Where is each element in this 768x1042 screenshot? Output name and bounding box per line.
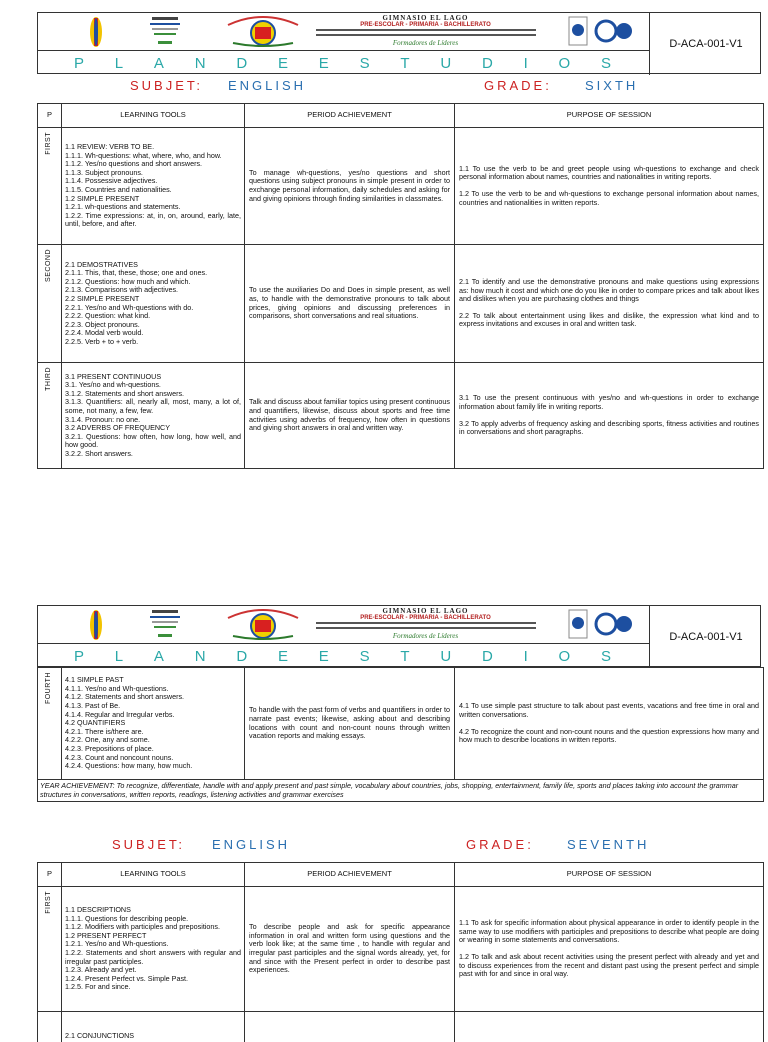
col-purpose: PURPOSE OF SESSION [455,104,764,128]
tools-cell: 1.1 REVIEW: VERB TO BE. 1.1.1. Wh-questions: what, where, who, and how. 1.1.2. Yes/no questions and short answers. 1.1.3. Subject pronouns. 1.1.4. Possessive adjectives. 1.1.5. Countries and nationalities. 1.2 SIMPLE PRESENT 1.2.1. wh-questions and statements. 1.2.2. Time expressions: at, in, on, around, early, late, until, before, and after. [62,128,245,245]
school-name: GIMNASIO EL LAGO [382,607,469,615]
achievement-cell: To describe people and ask for specific appearance information in oral and written form using questions and the verb look like; at the same time , to handle with regular and irregular past participles and the signal words already, yet, for and since with the Present perfect in order to describe past experiences. [245,887,455,1012]
purpose-cell: 4.1 To use simple past structure to talk about past events, vacations and free time in oral and written conversations. 4.2 To recognize the count and non-count nouns and the question expressions how many and how much to describe locations in written reports. [455,668,764,780]
plan-letter: D [236,54,250,72]
subject-value: ENGLISH [212,837,291,852]
school-motto: Formadores de Líderes [392,39,459,47]
school-name: GIMNASIO EL LAGO [382,14,469,22]
plan-letter: I [523,54,530,72]
school-motto: Formadores de Líderes [392,632,459,640]
tools-cell: 4.1 SIMPLE PAST 4.1.1. Yes/no and Wh-questions. 4.1.2. Statements and short answers. 4.1.3. Past of Be. 4.1.4. Regular and Irregular verbs. 4.2 QUANTIFIERS 4.2.1. There is/there are. 4.2.2. One, any and some. 4.2.3. Prepositions of place. 4.2.3. Count and noncount nouns. 4.2.4. Questions: how many, how much. [62,668,245,780]
school-address-lines [283,621,568,632]
quality-seal-icon [594,16,634,46]
plan-letter: A [153,647,166,665]
plan-de-estudios-title [38,51,650,75]
grade-value: SEVENTH [567,837,650,852]
col-purpose: PURPOSE OF SESSION [455,863,764,887]
period-cell: SECOND [38,245,62,363]
table-header-row [38,863,764,887]
certification-logo-icon [568,609,588,639]
school-heading [283,14,568,50]
address-text-icon [316,621,536,631]
school-emblem-icon [86,608,114,642]
plan-letter: S [359,54,372,72]
purpose-cell: 1.1 To ask for specific information about physical appearance in order to identify people in the same way to use modifiers with participles and prepositions to describe what people are doing or wearing in some statements and conversations. 1.2 To talk and ask about recent activities using the present perfect with already and yet and to discuss experiences from the recent and distant past using the present perfect and simple past with for and since in oral way. [455,887,764,1012]
table-header-row [38,104,764,128]
purpose-cell [455,1012,764,1042]
purpose-cell: 3.1 To use the present continuous with yes/no and wh-questions in order to exchange information about family life in writing reports. 3.2 To apply adverbs of frequency asking and describing sports, fitness activities and routines in conversations and short paragraphs. [455,363,764,469]
plan-letter: E [277,54,290,72]
plan-letter: D [481,647,495,665]
subject-label: SUBJET: [112,837,186,852]
plan-letter: L [114,647,126,665]
plan-letter: E [277,647,290,665]
col-tools: LEARNING TOOLS [62,104,245,128]
grade-value: SIXTH [585,78,639,93]
plan-letter: D [481,54,495,72]
tools-cell: 2.1 CONJUNCTIONS [62,1012,245,1042]
plan-letter: S [359,647,372,665]
achievement-cell: To manage wh-questions, yes/no questions and short questions using subject pronouns in simple present in order to exchange personal information, daily schedules and asking for and giving opinions through finding similarities in classmates. [245,128,455,245]
lake-school-logo-icon [148,609,182,641]
school-emblem-icon [86,15,114,49]
plan-letter: P [74,54,87,72]
col-achievement: PERIOD ACHIEVEMENT [245,863,455,887]
plan-letter: A [153,54,166,72]
year-achievement-row [38,780,764,802]
lake-school-logo-icon [148,16,182,48]
plan-letter: D [236,647,250,665]
year-achievement: YEAR ACHIEVEMENT: To recognize, differentiate, handle with and apply present and past simple, vocabulary about countries, jobs, shopping, entertainment, family life, sports and places taking into account the grammar structures in conversations, written reports, readings, listening activities and grammar exercises [38,780,764,802]
plan-letter: S [600,54,613,72]
plan-de-estudios-title [38,644,650,668]
table-row [38,363,764,469]
header-logos [38,13,650,51]
plan-letter: U [440,54,454,72]
plan-letter: N [194,54,208,72]
document-header [37,12,761,74]
achievement-cell: To handle with the past form of verbs and quantifiers in order to narrate past events; likewise, asking about and describing locations with count and non-count nouns through written vacation reports and making essays. [245,668,455,780]
period-cell: THIRD [38,363,62,469]
seventh-grade-plan-table [37,862,764,1042]
certification-logo-icon [568,16,588,46]
document-header [37,605,761,667]
plan-letter: T [400,647,412,665]
grade-label: GRADE: [484,78,552,93]
plan-letter: E [318,54,331,72]
period-cell [38,1012,62,1042]
plan-letter: S [600,647,613,665]
table-row [38,887,764,1012]
plan-letter: U [440,647,454,665]
school-levels: PRE-ESCOLAR - PRIMARIA - BACHILLERATO [360,615,491,621]
period-cell: FOURTH [38,668,62,780]
tools-cell: 1.1 DESCRIPTIONS 1.1.1. Questions for describing people. 1.1.2. Modifiers with participles and prepositions. 1.2 PRESENT PERFECT 1.2.1. Yes/no and Wh-questions. 1.2.2. Statements and short answers with regular and irregular past participles. 1.2.3. Already and yet. 1.2.4. Present Perfect vs. Simple Past. 1.2.5. For and since. [62,887,245,1012]
document-code: D-ACA-001-V1 [669,37,743,50]
school-heading [283,607,568,643]
table-row [38,668,764,780]
col-tools: LEARNING TOOLS [62,863,245,887]
col-period: P [38,863,62,887]
tools-cell: 3.1 PRESENT CONTINUOUS 3.1. Yes/no and wh-questions. 3.1.2. Statements and short answers. 3.1.3. Quantifiers: all, nearly all, most, many, a lot of, some, not many, a few, few. 3.1.4. Pronoun: no one. 3.2 ADVERBS OF FREQUENCY 3.2.1. Questions: how often, how long, how well, and how good. 3.2.2. Short answers. [62,363,245,469]
achievement-cell [245,1012,455,1042]
achievement-cell: To use the auxiliaries Do and Does in simple present, as well as, to handle with the demonstrative pronouns to talk about prices, giving opinions and discussing preferences in comparisons, short conversations and real situations. [245,245,455,363]
table-row [38,245,764,363]
school-address-lines [283,28,568,39]
plan-letter: O [558,54,573,72]
sixth-grade-plan-table-continued [37,667,764,802]
col-achievement: PERIOD ACHIEVEMENT [245,104,455,128]
col-period: P [38,104,62,128]
document-code: D-ACA-001-V1 [669,630,743,643]
purpose-cell: 1.1 To use the verb to be and greet people using wh-questions to exchange and check personal information about names, countries and nationalities in writing reports. 1.2 To use the verb to be and wh-questions to exchange personal information about names, countries and nationalities in written reports. [455,128,764,245]
plan-letter: L [114,54,126,72]
address-text-icon [316,28,536,38]
subject-label: SUBJET: [130,78,204,93]
achievement-cell: Talk and discuss about familiar topics using present continuous and quantifiers, likewise, discuss about sports and free time activities using adverbs of frequency, how often in questions and giving short answers in oral and written way. [245,363,455,469]
plan-letter: N [194,647,208,665]
plan-letter: I [523,647,530,665]
purpose-cell: 2.1 To identify and use the demonstrative pronouns and make questions using expressions as: how much it cost and which one do you like in order to compare prices and talk about likes and dislikes when you are purchasing clothes and things 2.2 To talk about entertainment using likes and dislike, the expression what kind and to express invitations and excuses in oral and written task. [455,245,764,363]
plan-letter: O [558,647,573,665]
plan-letter: E [318,647,331,665]
plan-letter: T [400,54,412,72]
plan-letter: P [74,647,87,665]
school-levels: PRE-ESCOLAR - PRIMARIA - BACHILLERATO [360,22,491,28]
period-cell: FIRST [38,128,62,245]
tools-cell: 2.1 DEMOSTRATIVES 2.1.1. This, that, these, those; one and ones. 2.1.2. Questions: how much and which. 2.1.3. Comparisons with adjectives. 2.2 SIMPLE PRESENT 2.2.1. Yes/no and Wh-questions with do. 2.2.2. Question: what kind. 2.2.3. Object pronouns. 2.2.4. Modal verb would. 2.2.5. Verb + to + verb. [62,245,245,363]
table-row [38,1012,764,1042]
sixth-grade-plan-table [37,103,764,469]
subject-value: ENGLISH [228,78,307,93]
period-cell: FIRST [38,887,62,1012]
quality-seal-icon [594,609,634,639]
header-logos [38,606,650,644]
table-row [38,128,764,245]
grade-label: GRADE: [466,837,534,852]
